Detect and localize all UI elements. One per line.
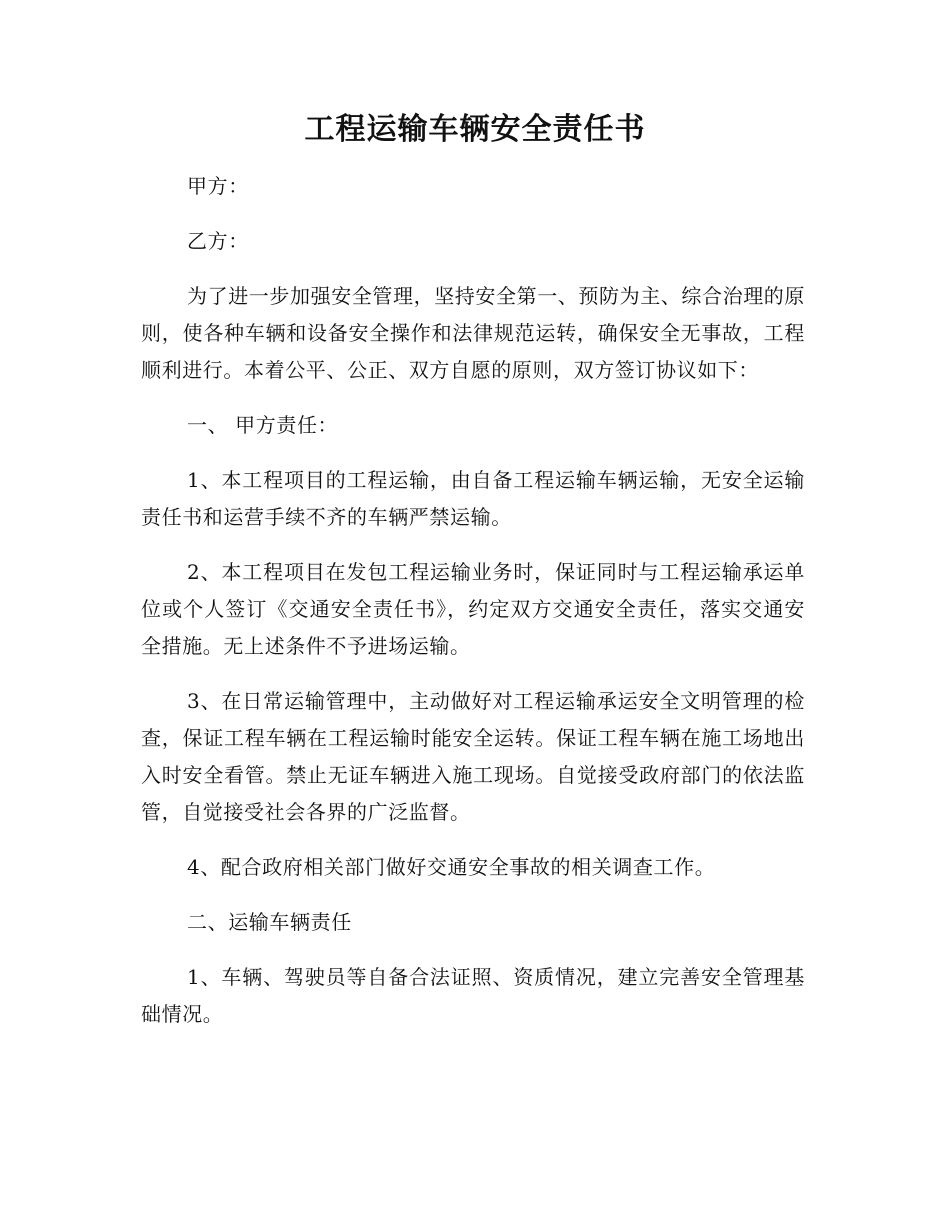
section1-item: 4、配合政府相关部门做好交通安全事故的相关调查工作。	[187, 855, 716, 879]
section1-item: 1、本工程项目的工程运输，由自备工程运输车辆运输，无安全运输责任书和运营手续不齐的车辆严禁运输。	[141, 468, 805, 529]
document-title: 工程运输车辆安全责任书	[304, 112, 646, 147]
section1-item: 2、本工程项目在发包工程运输业务时，保证同时与工程运输承运单位或个人签订《交通安全责任书》，约定双方交通安全责任，落实交通安全措施。无上述条件不予进场运输。	[141, 560, 805, 658]
section-heading-vehicles: 二、运输车辆责任	[187, 910, 352, 934]
section1-item: 3、在日常运输管理中，主动做好对工程运输承运安全文明管理的检查，保证工程车辆在工程运输时能安全运转。保证工程车辆在施工场地出入时安全看管。禁止无证车辆进入施工现场。自觉接受政府部门的依法监管，自觉接受社会各界的广泛监督。	[141, 689, 805, 824]
section-heading-party-a: 一、 甲方责任：	[187, 413, 339, 437]
document-body	[141, 168, 805, 1051]
section2-item: 1、车辆、驾驶员等自备合法证照、资质情况，建立完善安全管理基础情况。	[141, 965, 805, 1026]
intro-paragraph: 为了进一步加强安全管理，坚持安全第一、预防为主、综合治理的原则，使各种车辆和设备安全操作和法律规范运转，确保安全无事故，工程顺利进行。本着公平、公正、双方自愿的原则，双方签订协议如下：	[141, 284, 805, 382]
party-b-label: 乙方：	[187, 229, 249, 253]
party-a-label: 甲方：	[187, 174, 249, 198]
